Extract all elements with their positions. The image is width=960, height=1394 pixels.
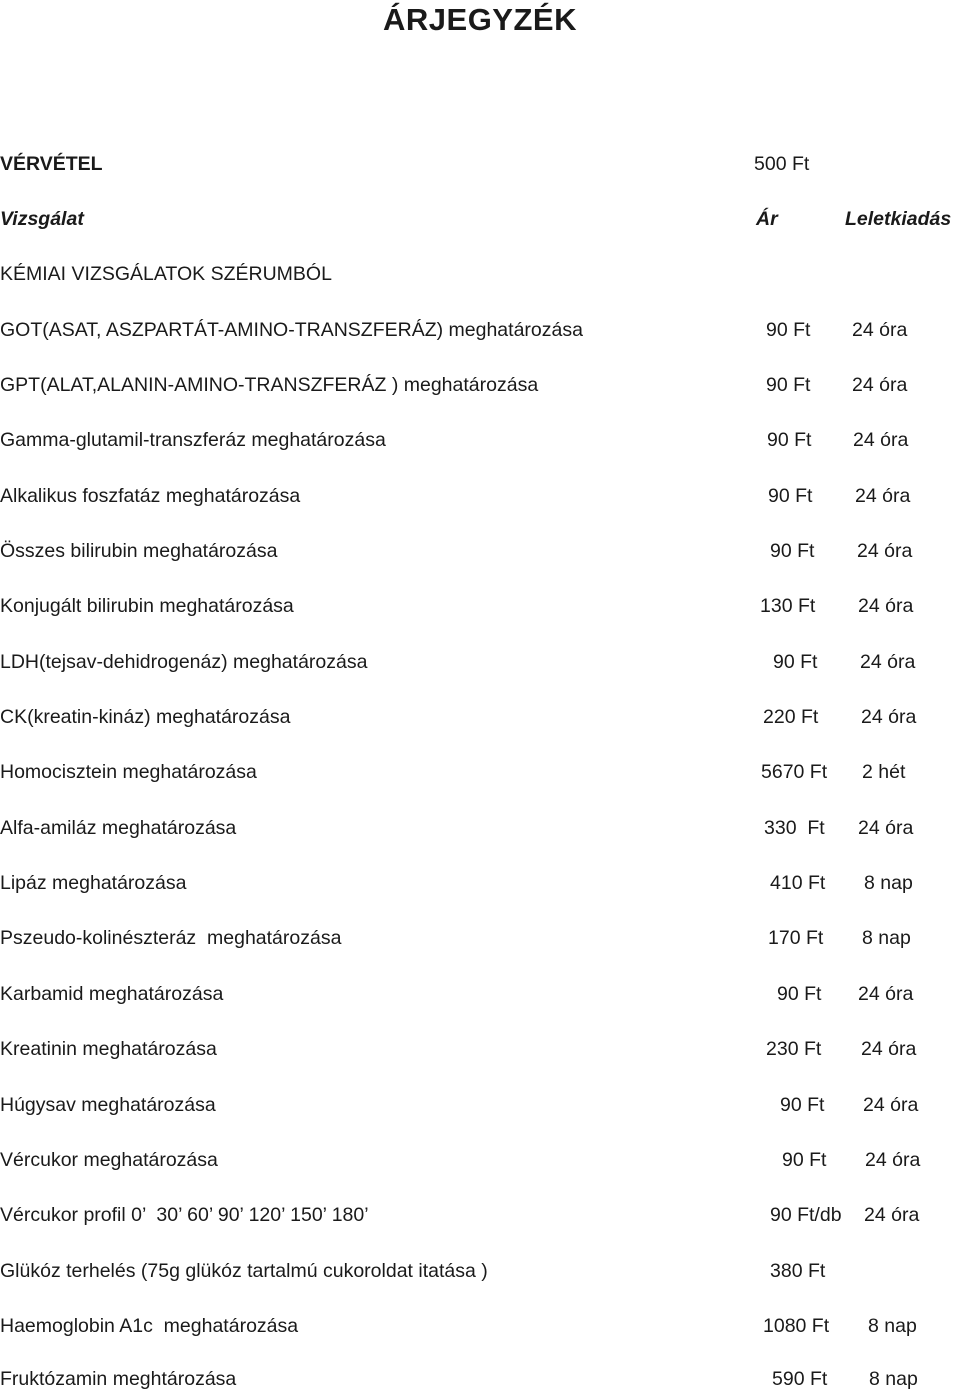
test-name: Kreatinin meghatározása bbox=[0, 1038, 217, 1060]
test-name: Konjugált bilirubin meghatározása bbox=[0, 595, 294, 617]
test-name: Lipáz meghatározása bbox=[0, 872, 187, 894]
test-price: 1080 Ft bbox=[763, 1315, 830, 1337]
table-row bbox=[0, 979, 960, 1009]
test-price: 90 Ft bbox=[777, 983, 822, 1005]
test-turnaround: 24 óra bbox=[852, 319, 908, 341]
test-name: LDH(tejsav-dehidrogenáz) meghatározása bbox=[0, 651, 368, 673]
blood-draw-label: VÉRVÉTEL bbox=[0, 153, 103, 175]
test-turnaround: 24 óra bbox=[852, 374, 908, 396]
test-name: Homocisztein meghatározása bbox=[0, 761, 257, 783]
test-name: GOT(ASAT, ASZPARTÁT-AMINO-TRANSZFERÁZ) meghatározása bbox=[0, 319, 583, 341]
table-row bbox=[0, 1034, 960, 1064]
table-row bbox=[0, 1090, 960, 1120]
test-turnaround: 2 hét bbox=[862, 761, 906, 783]
test-turnaround: 24 óra bbox=[858, 595, 914, 617]
table-row bbox=[0, 1256, 960, 1286]
test-name: Összes bilirubin meghatározása bbox=[0, 540, 278, 562]
blood-draw-row bbox=[0, 149, 960, 179]
test-name: Karbamid meghatározása bbox=[0, 983, 224, 1005]
header-price: Ár bbox=[756, 208, 778, 230]
test-price: 380 Ft bbox=[770, 1260, 826, 1282]
test-turnaround: 24 óra bbox=[855, 485, 911, 507]
test-turnaround: 24 óra bbox=[863, 1094, 919, 1116]
test-price: 90 Ft bbox=[773, 651, 818, 673]
test-name: Alkalikus foszfatáz meghatározása bbox=[0, 485, 301, 507]
test-price: 90 Ft/db bbox=[770, 1204, 842, 1226]
test-turnaround: 8 nap bbox=[868, 1315, 917, 1337]
table-row bbox=[0, 923, 960, 953]
test-turnaround: 24 óra bbox=[858, 983, 914, 1005]
test-price: 330 Ft bbox=[764, 817, 825, 839]
test-price: 590 Ft bbox=[772, 1368, 828, 1390]
test-name: Húgysav meghatározása bbox=[0, 1094, 216, 1116]
table-row bbox=[0, 370, 960, 400]
test-name: GPT(ALAT,ALANIN-AMINO-TRANSZFERÁZ ) meghatározása bbox=[0, 374, 539, 396]
test-price: 230 Ft bbox=[766, 1038, 822, 1060]
test-name: Gamma-glutamil-transzferáz meghatározása bbox=[0, 429, 386, 451]
test-turnaround: 8 nap bbox=[864, 872, 913, 894]
test-turnaround: 24 óra bbox=[865, 1149, 921, 1171]
table-row bbox=[0, 1311, 960, 1341]
section-title: KÉMIAI VIZSGÁLATOK SZÉRUMBÓL bbox=[0, 263, 332, 285]
test-price: 410 Ft bbox=[770, 872, 826, 894]
test-price: 90 Ft bbox=[768, 485, 813, 507]
test-price: 130 Ft bbox=[760, 595, 816, 617]
test-price: 220 Ft bbox=[763, 706, 819, 728]
page-title: ÁRJEGYZÉK bbox=[383, 2, 577, 37]
table-row bbox=[0, 425, 960, 455]
test-name: Vércukor meghatározása bbox=[0, 1149, 218, 1171]
table-row bbox=[0, 591, 960, 621]
table-row bbox=[0, 1145, 960, 1175]
test-name: Fruktózamin meghtározása bbox=[0, 1368, 237, 1390]
test-turnaround: 24 óra bbox=[864, 1204, 920, 1226]
table-row bbox=[0, 757, 960, 787]
section-title-row bbox=[0, 259, 960, 289]
test-price: 90 Ft bbox=[766, 319, 811, 341]
column-header-row bbox=[0, 204, 960, 234]
test-turnaround: 24 óra bbox=[853, 429, 909, 451]
test-price: 90 Ft bbox=[767, 429, 812, 451]
table-row bbox=[0, 647, 960, 677]
table-row bbox=[0, 702, 960, 732]
test-price: 5670 Ft bbox=[761, 761, 828, 783]
table-row bbox=[0, 1200, 960, 1230]
test-name: Glükóz terhelés (75g glükóz tartalmú cukoroldat itatása ) bbox=[0, 1260, 488, 1282]
test-turnaround: 24 óra bbox=[860, 651, 916, 673]
test-turnaround: 24 óra bbox=[858, 817, 914, 839]
table-row bbox=[0, 1364, 960, 1394]
header-test: Vizsgálat bbox=[0, 208, 84, 230]
test-turnaround: 8 nap bbox=[862, 927, 911, 949]
test-name: Vércukor profil 0’ 30’ 60’ 90’ 120’ 150’ 180’ bbox=[0, 1204, 369, 1226]
test-name: Alfa-amiláz meghatározása bbox=[0, 817, 237, 839]
test-price: 90 Ft bbox=[782, 1149, 827, 1171]
test-name: Haemoglobin A1c meghatározása bbox=[0, 1315, 299, 1337]
test-price: 90 Ft bbox=[770, 540, 815, 562]
table-row bbox=[0, 813, 960, 843]
blood-draw-price: 500 Ft bbox=[754, 153, 810, 175]
test-price: 90 Ft bbox=[780, 1094, 825, 1116]
test-turnaround: 8 nap bbox=[869, 1368, 918, 1390]
test-turnaround: 24 óra bbox=[857, 540, 913, 562]
test-turnaround: 24 óra bbox=[861, 706, 917, 728]
header-turnaround: Leletkiadás bbox=[845, 208, 952, 230]
table-row bbox=[0, 868, 960, 898]
table-row bbox=[0, 536, 960, 566]
test-price: 170 Ft bbox=[768, 927, 824, 949]
test-price: 90 Ft bbox=[766, 374, 811, 396]
test-name: CK(kreatin-kináz) meghatározása bbox=[0, 706, 291, 728]
table-row bbox=[0, 481, 960, 511]
test-turnaround: 24 óra bbox=[861, 1038, 917, 1060]
test-name: Pszeudo-kolinészteráz meghatározása bbox=[0, 927, 342, 949]
table-row bbox=[0, 315, 960, 345]
